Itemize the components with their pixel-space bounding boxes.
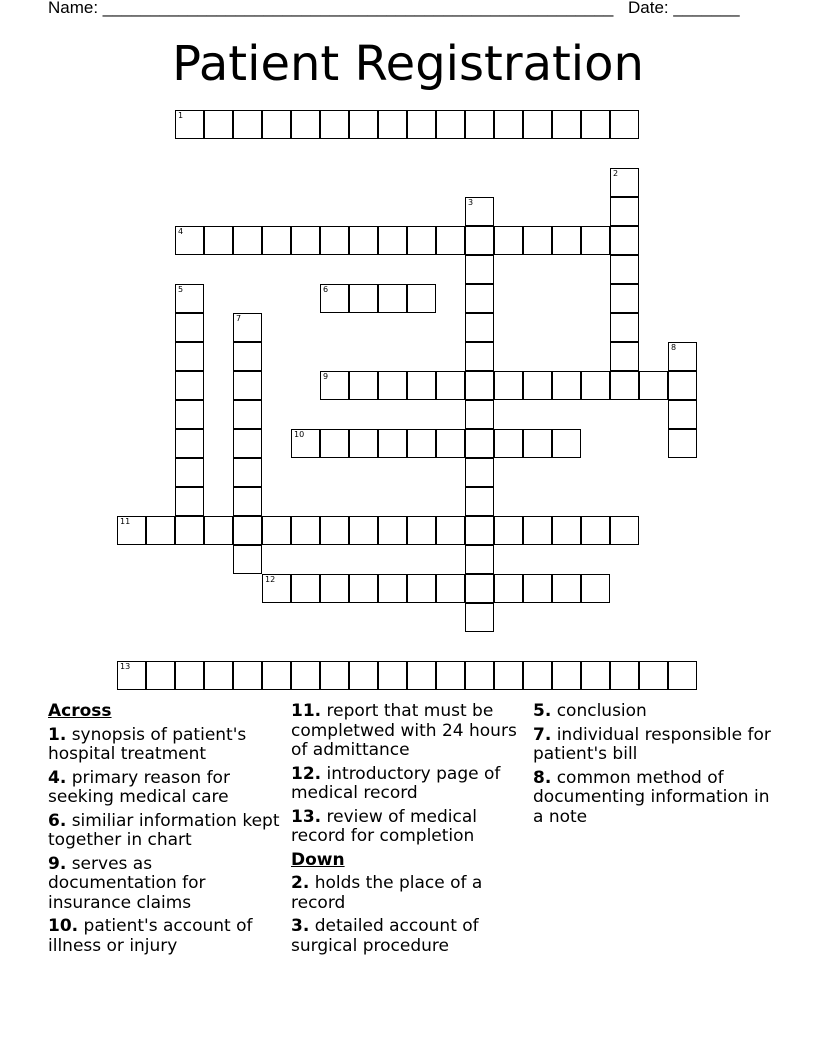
crossword-cell[interactable] [175,284,204,313]
crossword-cell[interactable] [494,574,523,603]
crossword-cell[interactable] [552,226,581,255]
crossword-cell[interactable] [117,516,146,545]
crossword-cell[interactable] [668,371,697,400]
crossword-cell[interactable] [494,661,523,690]
crossword-cell[interactable] [407,516,436,545]
clue-text: common method of documenting information in a note [533,767,770,827]
crossword-cell[interactable] [523,371,552,400]
down-heading: Down [291,849,345,870]
crossword-cell[interactable] [262,574,291,603]
crossword-cell[interactable] [610,371,639,400]
clue-number: 10. [48,916,79,936]
clue-number: 1. [48,724,67,745]
crossword-cell[interactable] [610,255,639,284]
crossword-cell[interactable] [233,661,262,690]
crossword-cell[interactable] [175,313,204,342]
crossword-cell[interactable] [581,661,610,690]
crossword-cell[interactable] [581,110,610,139]
clue-number-label: 3 [468,198,474,207]
crossword-cell[interactable] [175,400,204,429]
crossword-cell[interactable] [262,661,291,690]
crossword-cell[interactable] [175,458,204,487]
crossword-cell[interactable] [436,429,465,458]
crossword-cell[interactable] [378,226,407,255]
clue-text: patient's account of illness or injury [48,916,253,956]
clue-across-11 [291,702,523,761]
clue-number: 5. [533,701,552,721]
crossword-cell[interactable] [262,226,291,255]
crossword-cell[interactable] [581,516,610,545]
clue-number-label: 7 [236,314,242,323]
crossword-cell[interactable] [523,226,552,255]
crossword-cell[interactable] [320,429,349,458]
clue-number: 12. [291,763,322,784]
crossword-cell[interactable] [668,400,697,429]
crossword-cell[interactable] [204,516,233,545]
crossword-cell[interactable] [465,400,494,429]
clue-number-label: 12 [265,575,276,584]
clue-across-10 [48,917,280,956]
clue-number: 4. [48,767,67,788]
crossword-cell[interactable] [523,110,552,139]
crossword-cell[interactable] [175,661,204,690]
clue-down-2 [291,874,523,913]
page-title: Patient Registration [172,36,644,92]
crossword-cell[interactable] [436,110,465,139]
crossword-cell[interactable] [349,226,378,255]
clue-number-label: 8 [671,343,677,352]
crossword-cell[interactable] [175,516,204,545]
crossword-cell[interactable] [407,110,436,139]
clue-text: serves as documentation for insurance claims [48,853,206,913]
crossword-cell[interactable] [233,429,262,458]
date-field[interactable]: Date: _______ [628,0,740,17]
crossword-cell[interactable] [291,574,320,603]
crossword-cell[interactable] [581,371,610,400]
crossword-cell[interactable] [233,516,262,545]
across-heading: Across [48,701,112,721]
clue-down-8 [533,769,773,828]
crossword-cell[interactable] [465,371,494,400]
crossword-cell[interactable] [494,371,523,400]
crossword-cell[interactable] [262,516,291,545]
crossword-cell[interactable] [465,661,494,690]
crossword-cell[interactable] [407,226,436,255]
name-field[interactable]: Name: ______________________________________________________ [48,0,614,17]
crossword-cell[interactable] [204,661,233,690]
crossword-cell[interactable] [175,110,204,139]
crossword-cell[interactable] [610,197,639,226]
clue-number: 3. [291,916,310,936]
crossword-cell[interactable] [262,110,291,139]
crossword-cell[interactable] [349,661,378,690]
crossword-cell[interactable] [668,429,697,458]
crossword-cell[interactable] [291,516,320,545]
crossword-cell[interactable] [175,226,204,255]
crossword-cell[interactable] [552,371,581,400]
clues-column-1 [48,702,280,960]
crossword-cell[interactable] [291,429,320,458]
crossword-cell[interactable] [349,429,378,458]
clue-text: report that must be completwed with 24 hours of admittance [291,701,517,760]
clue-number-label: 9 [323,372,329,381]
crossword-cell[interactable] [233,342,262,371]
crossword-cell[interactable] [378,516,407,545]
crossword-cell[interactable] [175,342,204,371]
crossword-cell[interactable] [494,429,523,458]
crossword-cell[interactable] [610,168,639,197]
clue-number: 13. [291,806,322,827]
crossword-cell[interactable] [349,516,378,545]
clue-text: review of medical record for completion [291,806,477,846]
crossword-cell[interactable] [378,429,407,458]
crossword-cell[interactable] [465,255,494,284]
crossword-cell[interactable] [668,661,697,690]
crossword-cell[interactable] [639,661,668,690]
clue-across-13 [291,808,523,847]
clue-number-label: 13 [120,662,131,671]
crossword-cell[interactable] [378,110,407,139]
crossword-cell[interactable] [291,661,320,690]
crossword-cell[interactable] [610,226,639,255]
crossword-cell[interactable] [320,371,349,400]
crossword-cell[interactable] [465,574,494,603]
crossword-cell[interactable] [494,516,523,545]
crossword-cell[interactable] [552,516,581,545]
crossword-cell[interactable] [378,371,407,400]
crossword-cell[interactable] [465,516,494,545]
crossword-cell[interactable] [233,545,262,574]
crossword-cell[interactable] [465,313,494,342]
clue-text: synopsis of patient's hospital treatment [48,724,247,764]
crossword-cell[interactable] [610,516,639,545]
crossword-cell[interactable] [465,110,494,139]
crossword-cell[interactable] [378,661,407,690]
clue-number: 7. [533,724,552,745]
crossword-cell[interactable] [494,110,523,139]
crossword-cell[interactable] [407,574,436,603]
crossword-cell[interactable] [610,342,639,371]
clue-number-label: 11 [120,517,131,526]
crossword-cell[interactable] [581,226,610,255]
clue-text: similiar information kept together in chart [48,810,280,850]
clue-across-6 [48,812,280,851]
crossword-cell[interactable] [233,226,262,255]
clue-across-4 [48,769,280,808]
crossword-cell[interactable] [436,661,465,690]
crossword-cell[interactable] [494,226,523,255]
crossword-cell[interactable] [146,516,175,545]
crossword-cell[interactable] [291,226,320,255]
crossword-cell[interactable] [349,110,378,139]
clues-column-2 [291,702,523,960]
crossword-cell[interactable] [436,574,465,603]
crossword-cell[interactable] [465,429,494,458]
crossword-cell[interactable] [436,371,465,400]
crossword-cell[interactable] [668,342,697,371]
crossword-cell[interactable] [465,197,494,226]
crossword-cell[interactable] [407,661,436,690]
clue-number-label: 2 [613,169,619,178]
clue-text: primary reason for seeking medical care [48,767,230,807]
crossword-cell[interactable] [523,661,552,690]
clue-text: introductory page of medical record [291,763,501,803]
crossword-cell[interactable] [320,226,349,255]
crossword-cell[interactable] [465,284,494,313]
crossword-cell[interactable] [320,110,349,139]
crossword-cell[interactable] [378,574,407,603]
crossword-cell[interactable] [552,110,581,139]
crossword-cell[interactable] [523,516,552,545]
crossword-cell[interactable] [523,429,552,458]
crossword-cell[interactable] [378,284,407,313]
crossword-cell[interactable] [175,371,204,400]
crossword-cell[interactable] [349,284,378,313]
clue-number: 11. [291,701,322,721]
crossword-cell[interactable] [233,313,262,342]
crossword-cell[interactable] [204,226,233,255]
crossword-cell[interactable] [610,661,639,690]
crossword-cell[interactable] [407,284,436,313]
crossword-cell[interactable] [146,661,175,690]
crossword-cell[interactable] [610,284,639,313]
crossword-cell[interactable] [610,313,639,342]
crossword-cell[interactable] [175,487,204,516]
crossword-cell[interactable] [581,574,610,603]
clue-number: 9. [48,853,67,874]
clue-text: detailed account of surgical procedure [291,916,479,956]
crossword-cell[interactable] [465,487,494,516]
crossword-cell[interactable] [465,226,494,255]
clue-text: holds the place of a record [291,873,483,913]
clue-text: individual responsible for patient's bill [533,724,771,764]
crossword-cell[interactable] [117,661,146,690]
crossword-cell[interactable] [233,371,262,400]
clue-text: conclusion [556,701,647,721]
clue-across-1 [48,726,280,765]
crossword-cell[interactable] [233,400,262,429]
clue-number-label: 1 [178,111,184,120]
crossword-cell[interactable] [233,487,262,516]
crossword-cell[interactable] [465,603,494,632]
crossword-cell[interactable] [552,574,581,603]
crossword-cell[interactable] [320,516,349,545]
crossword-cell[interactable] [407,429,436,458]
crossword-cell[interactable] [349,574,378,603]
crossword-cell[interactable] [175,429,204,458]
crossword-cell[interactable] [436,226,465,255]
crossword-cell[interactable] [204,110,233,139]
crossword-cell[interactable] [552,429,581,458]
clue-number-label: 6 [323,285,329,294]
crossword-cell[interactable] [465,342,494,371]
clue-number: 6. [48,810,67,831]
clue-down-7 [533,726,773,765]
clue-across-12 [291,765,523,804]
crossword-cell[interactable] [349,371,378,400]
crossword-cell[interactable] [610,110,639,139]
clue-number: 8. [533,767,552,788]
crossword-cell[interactable] [465,458,494,487]
clues-column-3 [533,702,773,831]
crossword-cell[interactable] [552,661,581,690]
crossword-cell[interactable] [233,458,262,487]
clue-number: 2. [291,873,310,893]
crossword-cell[interactable] [233,110,262,139]
clue-down-5 [533,702,773,722]
clue-down-3 [291,917,523,956]
clue-number-label: 5 [178,285,184,294]
clue-number-label: 4 [178,227,184,236]
crossword-cell[interactable] [320,574,349,603]
clue-number-label: 10 [294,430,305,439]
crossword-cell[interactable] [639,371,668,400]
crossword-cell[interactable] [407,371,436,400]
crossword-cell[interactable] [291,110,320,139]
crossword-cell[interactable] [320,284,349,313]
crossword-cell[interactable] [465,545,494,574]
crossword-cell[interactable] [320,661,349,690]
crossword-cell[interactable] [523,574,552,603]
crossword-cell[interactable] [436,516,465,545]
clue-across-9 [48,855,280,914]
